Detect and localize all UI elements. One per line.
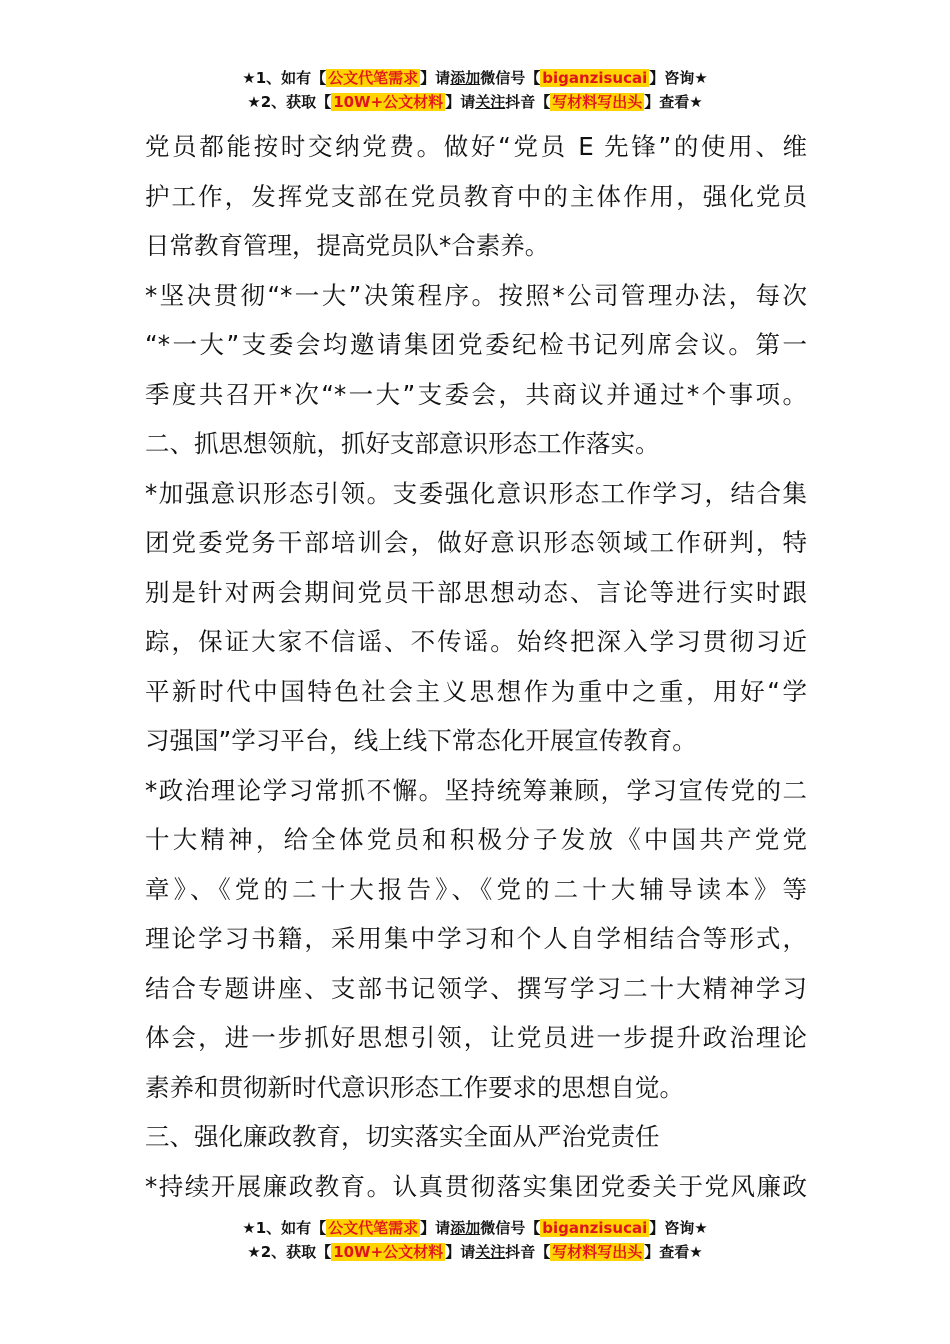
body-line: *政治理论学习常抓不懈。坚持统筹兼顾，学习宣传党的二 [145,775,807,805]
banner-line-1 [0,1216,950,1240]
banner-text: 】请 [420,69,451,87]
body-line: 结合专题讲座、支部书记领学、撰写学习二十大精神学习 [145,973,807,1003]
banner-text: ★2、获取【 [247,1243,332,1261]
banner-text: 】请 [445,1243,476,1261]
banner-emphasis: 添加 [450,69,481,87]
body-line: 理论学习书籍，采用集中学习和个人自学相结合等形式， [145,924,807,953]
body-line: 团党委党务干部培训会，做好意识形态领域工作研判，特 [145,528,807,557]
body-line: 季度共召开*次“*一大”支委会，共商议并通过*个事项。 [145,379,807,409]
body-line: 习强国”学习平台，线上线下常态化开展宣传教育。 [145,726,697,755]
highlight-materials: 10W+公文材料 [333,93,444,111]
highlight-wechat-id: biganzisucai [542,69,648,87]
body-line: *加强意识形态引领。支委强化意识形态工作学习，结合集 [145,478,807,508]
body-line: 平新时代中国特色社会主义思想作为重中之重，用好“学 [145,676,807,706]
banner-text: 】咨询★ [649,69,708,87]
banner-text: ★1、如有【 [242,69,327,87]
body-line: *坚决贯彻“*一大”决策程序。按照*公司管理办法，每次 [145,280,807,310]
banner-text: 】咨询★ [649,1219,708,1237]
body-line: 踪，保证大家不信谣、不传谣。始终把深入学习贯彻习近 [145,627,807,656]
body-line: “*一大”支委会均邀请集团党委纪检书记列席会议。第一 [145,330,807,359]
body-line: *持续开展廉政教育。认真贯彻落实集团党委关于党风廉政 [145,1171,807,1201]
body-line: 别是针对两会期间党员干部思想动态、言论等进行实时跟 [145,577,807,607]
banner-text: 微信号【 [480,69,541,87]
banner-text: 】请 [420,1219,451,1237]
body-line: 章》、《党的二十大报告》、《党的二十大辅导读本》等 [145,874,807,904]
body-line: 护工作，发挥党支部在党员教育中的主体作用，强化党员 [145,181,807,211]
body-line: 十大精神，给全体党员和积极分子发放《中国共产党党 [145,825,807,854]
section-heading: 三、强化廉政教育，切实落实全面从严治党责任 [145,1122,660,1151]
banner-emphasis: 关注 [475,93,506,111]
banner-text: ★2、获取【 [247,93,332,111]
banner-text: 抖音【 [505,93,551,111]
body-line: 体会，进一步抓好思想引领，让党员进一步提升政治理论 [145,1023,807,1052]
banner-emphasis: 添加 [450,1219,481,1237]
banner-line-2 [0,90,950,114]
body-line: 素养和贯彻新时代意识形态工作要求的思想自觉。 [145,1072,684,1102]
banner-line-1 [0,66,950,90]
highlight-douyin: 写材料写出头 [552,1243,643,1261]
highlight-service: 公文代笔需求 [328,69,419,87]
banner-text: 微信号【 [480,1219,541,1237]
section-heading: 二、抓思想领航，抓好支部意识形态工作落实。 [145,429,660,458]
highlight-materials: 10W+公文材料 [333,1243,444,1261]
body-line: 党员都能按时交纳党费。做好“党员 E 先锋”的使用、维 [145,132,807,161]
highlight-service: 公文代笔需求 [328,1219,419,1237]
footer-banner [0,1216,950,1264]
banner-text: 】查看★ [644,93,703,111]
document-body [145,122,807,1211]
banner-text: 抖音【 [505,1243,551,1261]
body-line: 日常教育管理，提高党员队*合素养。 [145,231,550,260]
banner-text: ★1、如有【 [242,1219,327,1237]
header-banner [0,66,950,114]
banner-line-2 [0,1240,950,1264]
highlight-wechat-id: biganzisucai [542,1219,648,1237]
banner-text: 】查看★ [644,1243,703,1261]
banner-text: 】请 [445,93,476,111]
highlight-douyin: 写材料写出头 [552,93,643,111]
banner-emphasis: 关注 [475,1243,506,1261]
